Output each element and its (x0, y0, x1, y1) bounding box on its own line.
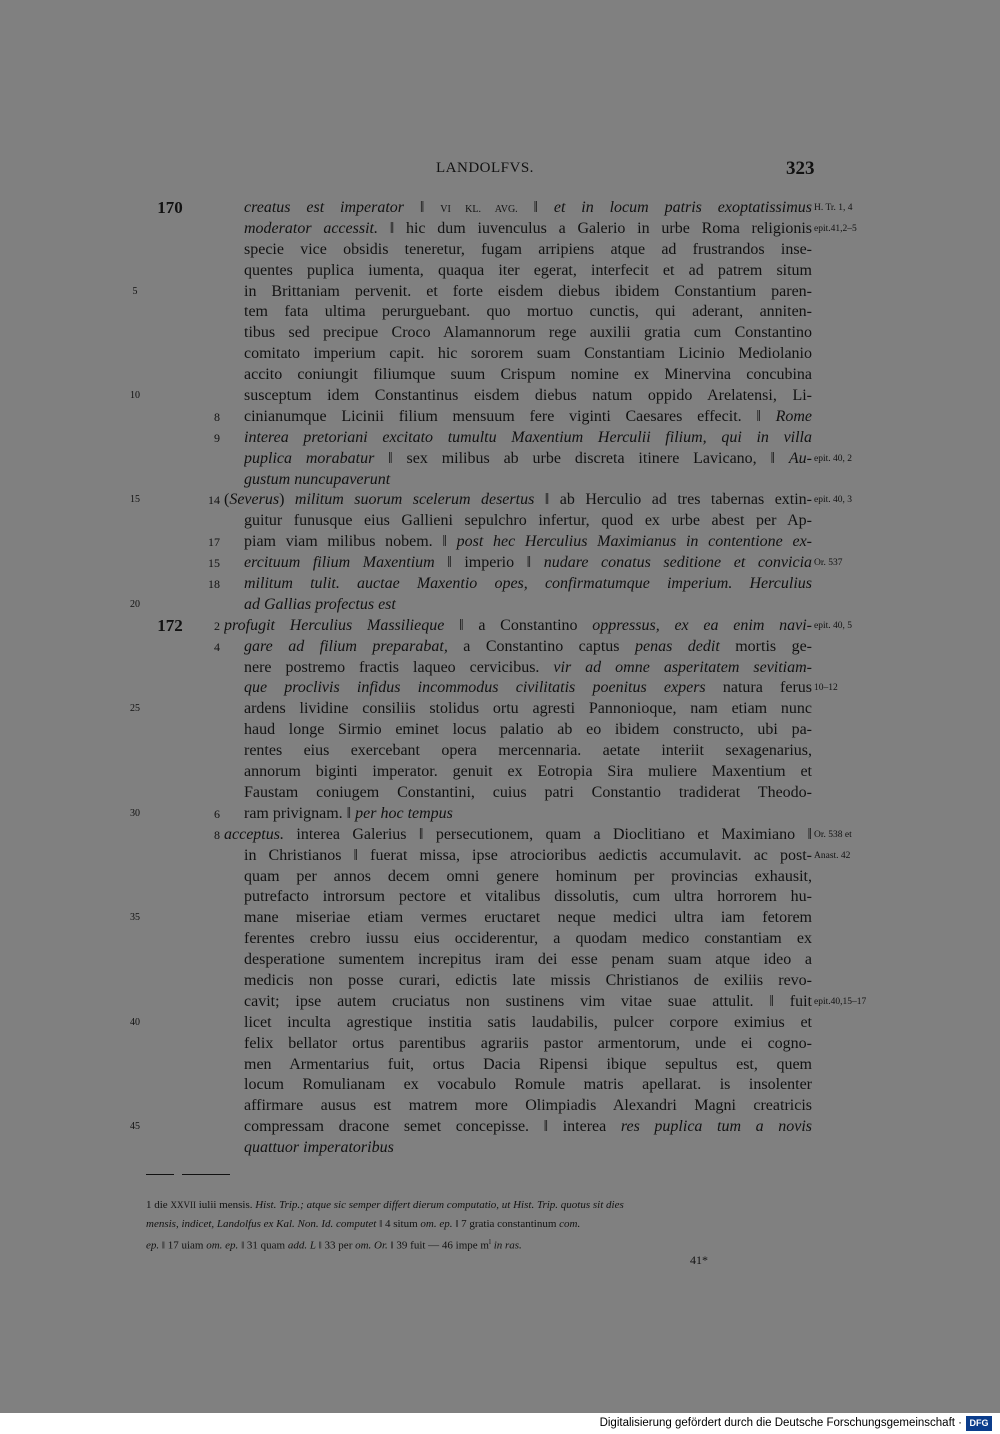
line-number: 25 (130, 703, 140, 715)
line-text: guitur funusque eius Gallieni sepulchro infertur, quod ex urbe abest per Ap- (244, 512, 812, 530)
source-line-ref: 9 (214, 430, 220, 445)
source-line-ref: 15 (208, 556, 220, 571)
margin-source-note: epit.40,15–17 (814, 996, 867, 1007)
footnote-line: ep. ‖ 17 uiam om. ep. ‖ 31 quam add. L ‖ 33 per om. Or. ‖ 39 fuit — 46 impe $m^l$ in ras. (146, 1238, 522, 1252)
line-text: profugit Herculius Massilieque ‖ a Constantino oppressus, ex ea enim navi- (224, 616, 812, 634)
text-line (0, 407, 1000, 428)
line-text: accito coniungit filiumque suum Crispum nomine ex Minervina concubina (244, 366, 812, 384)
footnote-separator (146, 1165, 256, 1177)
margin-source-note: epit. 40, 3 (814, 495, 852, 506)
text-line (0, 302, 1000, 323)
line-text: (Severus) militum suorum scelerum desertus ‖ ab Herculio ad tres tabernas extin- (224, 491, 812, 509)
text-line (0, 574, 1000, 595)
text-line (0, 1096, 1000, 1117)
page-header (0, 160, 1000, 184)
text-line (0, 741, 1000, 762)
footnote-line: 1 die XXVII iulii mensis. Hist. Trip.; atque sic semper differt dierum computatio, ut Hist. Trip. quotus sit dies (146, 1199, 624, 1211)
text-line (0, 804, 1000, 825)
text-line (0, 678, 1000, 699)
line-text: affirmare ausus est matrem more Olimpiadis Alexandri Magni creatricis (244, 1097, 812, 1115)
line-text: compressam dracone semet concepisse. ‖ interea res puplica tum a novis (244, 1118, 812, 1136)
source-line-ref: 18 (208, 577, 220, 592)
line-text: medicis non posse curari, edictis late missis Christianos de exiliis revo- (244, 971, 812, 989)
margin-source-note: Or. 538 et (814, 829, 852, 840)
line-number: 35 (130, 912, 140, 924)
source-line-ref: 8 (214, 409, 220, 424)
line-text: ercituum filium Maxentium ‖ imperio ‖ nudare conatus seditione et convicia (244, 554, 812, 572)
margin-source-note: H. Tr. 1, 4 (814, 203, 853, 213)
source-line-ref: 8 (214, 827, 220, 842)
line-number: 10 (130, 390, 140, 402)
text-line (0, 887, 1000, 908)
source-line-ref: 6 (214, 806, 220, 821)
text-line (0, 1117, 1000, 1138)
line-text: in Brittaniam pervenit. et forte eisdem diebus ibidem Constantium paren- (244, 282, 812, 300)
running-title: LANDOLFVS. (436, 160, 534, 176)
text-line (0, 1034, 1000, 1055)
line-text: felix bellator ortus parentibus agrariis pastor armentorum, unde ei cogno- (244, 1034, 812, 1052)
text-line (0, 1138, 1000, 1159)
line-text: gare ad filium preparabat, a Constantino captus penas dedit mortis ge- (244, 637, 812, 655)
line-text: mane miseriae etiam vermes eructaret neque medici ultra iam fetorem (244, 909, 812, 927)
text-line (0, 971, 1000, 992)
line-text: moderator accessit. ‖ hic dum iuvenculus a Galerio in urbe Roma religionis (244, 219, 812, 237)
text-line (0, 783, 1000, 804)
text-line (0, 867, 1000, 888)
text-line (0, 365, 1000, 386)
line-text: cinianumque Licinii filium mensuum fere viginti Caesares effecit. ‖ Rome (244, 407, 812, 425)
source-line-ref: 14 (208, 493, 220, 508)
footer-bar (0, 1413, 1000, 1434)
line-text: quam per annos decem omni genere hominum per provincias exhausit, (244, 867, 812, 885)
text-line (0, 219, 1000, 240)
source-line-ref: 4 (214, 639, 220, 654)
line-text: cavit; ipse autem cruciatus non sustinens vim vitae suae attulit. ‖ fuit (244, 992, 812, 1010)
line-text: ad Gallias profectus est (244, 595, 396, 613)
margin-source-note: epit.41,2–5 (814, 223, 857, 234)
main-text (0, 198, 1000, 1159)
line-number: 20 (130, 598, 140, 610)
text-line (0, 282, 1000, 303)
line-text: putrefacto introrsum pectore et vitalibus dissolutis, cum ultra horrorem hu- (244, 888, 812, 906)
text-line (0, 553, 1000, 574)
text-line (0, 1055, 1000, 1076)
text-line (0, 198, 1000, 219)
line-text: comitato imperium capit. hic sororem suam Constantiam Licinio Mediolanio (244, 345, 812, 363)
line-text: nere postremo fractis laqueo cervicibus. vir ad omne asperitatem sevitiam- (244, 658, 812, 676)
line-text: tem fata ultima perurguebant. quo mortuo cunctis, qui aderant, anniten- (244, 303, 812, 321)
text-line (0, 261, 1000, 282)
funding-notice: Digitalisierung gefördert durch die Deutsche Forschungsgemeinschaft · (599, 1417, 962, 1429)
text-line (0, 637, 1000, 658)
text-line (0, 908, 1000, 929)
text-line (0, 699, 1000, 720)
margin-source-note: epit. 40, 2 (814, 453, 852, 464)
line-text: locum Romulianam ex vocabulo Romule matris apellarat. is insolenter (244, 1076, 812, 1094)
line-text: susceptum idem Constantinus eisdem diebus natum oppido Arelatensi, Li- (244, 387, 812, 405)
dfg-logo: DFG (966, 1416, 992, 1431)
line-text: gustum nuncupaverunt (244, 470, 391, 488)
text-line (0, 595, 1000, 616)
line-text: in Christianos ‖ fuerat missa, ipse atrocioribus aedictis accumulavit. ac post- (244, 846, 812, 864)
line-text: annorum biginti imperator. genuit ex Eotropia Sira muliere Maxentium et (244, 763, 812, 781)
line-number: 15 (130, 494, 140, 506)
chapter-number: 172 (157, 615, 183, 635)
text-line (0, 1013, 1000, 1034)
line-number: 5 (132, 285, 138, 297)
line-text: acceptus. interea Galerius ‖ persecutionem, quam a Dioclitiano et Maximiano ‖ (224, 825, 812, 843)
line-text: rentes eius exercebant opera mercennaria. aetate interiit sexagenarius, (244, 742, 812, 760)
line-text: specie vice obsidis teneretur, fugam arripiens atque ad frustrandos inse- (244, 240, 812, 258)
text-line (0, 449, 1000, 470)
text-line (0, 240, 1000, 261)
text-line (0, 950, 1000, 971)
critical-apparatus (146, 1196, 806, 1255)
page-number: 323 (786, 158, 815, 179)
text-line (0, 511, 1000, 532)
text-line (0, 825, 1000, 846)
line-text: interea pretoriani excitato tumultu Maxentium Herculii filium, qui in villa (244, 428, 812, 446)
line-text: militum tulit. auctae Maxentio opes, confirmatumque imperium. Herculius (244, 575, 812, 593)
line-text: creatus est imperator ‖ VI KL. AVG. ‖ et in locum patris exoptatissimus (244, 199, 812, 216)
text-line (0, 846, 1000, 867)
margin-source-note: Anast. 42 (814, 850, 851, 861)
line-number: 30 (130, 807, 140, 819)
text-line (0, 428, 1000, 449)
chapter-number: 170 (157, 198, 183, 217)
line-text: licet inculta agrestique institia satis laudabilis, pulcer corpore eximius et (244, 1013, 812, 1031)
line-text: haud longe Sirmio eminet locus palatio ab eo ibidem constructo, ubi pa- (244, 721, 812, 739)
text-line (0, 490, 1000, 511)
margin-source-note: 10–12 (814, 683, 838, 694)
line-text: tibus sed precipue Croco Alamannorum rege auxilii gratia cum Constantino (244, 324, 812, 342)
text-line (0, 616, 1000, 637)
line-text: piam viam milibus nobem. ‖ post hec Herculius Maximianus in contentione ex- (244, 533, 812, 551)
text-line (0, 992, 1000, 1013)
line-text: Faustam coniugem Constantini, cuius patri Constantio tradiderat Theodo- (244, 783, 812, 801)
line-text: puplica morabatur ‖ sex milibus ab urbe discreta itinere Lavicano, ‖ Au- (244, 449, 812, 467)
margin-source-note: epit. 40, 5 (814, 620, 852, 631)
text-line (0, 762, 1000, 783)
source-line-ref: 2 (214, 618, 220, 633)
line-text: men Armentarius fuit, ortus Dacia Ripensi ibique sepultus est, quem (244, 1055, 812, 1073)
line-text: desperatione sumentem increpitus iram dei esse penam suam atque ideo a (244, 951, 812, 969)
text-line (0, 344, 1000, 365)
text-line (0, 532, 1000, 553)
text-line (0, 323, 1000, 344)
line-text: quentes puplica iumenta, quaqua iter egerat, interfecit et ad patrem situm (244, 261, 812, 279)
text-line (0, 1075, 1000, 1096)
text-line (0, 470, 1000, 491)
line-number: 45 (130, 1121, 140, 1133)
line-text: ferentes crebro iussu eius occiderentur, a quodam medico constantiam ex (244, 930, 812, 948)
text-line (0, 720, 1000, 741)
line-text: ram privignam. ‖ per hoc tempus (244, 804, 453, 822)
text-line (0, 658, 1000, 679)
line-text: ardens lividine consiliis stolidus ortu agresti Pannonioque, nam etiam nunc (244, 700, 812, 718)
text-line (0, 929, 1000, 950)
line-text: quattuor imperatoribus (244, 1139, 394, 1157)
signature-mark: 41* (690, 1253, 708, 1267)
text-line (0, 386, 1000, 407)
margin-source-note: Or. 537 (814, 558, 843, 569)
line-text: que proclivis infidus incommodus civilitatis poenitus expers natura ferus (244, 679, 812, 697)
footnote-line: mensis, indicet, Landolfus ex Kal. Non. Id. computet ‖ 4 situm om. ep. ‖ 7 gratia constantinum com. (146, 1217, 581, 1230)
line-number: 40 (130, 1016, 140, 1028)
source-line-ref: 17 (208, 535, 220, 550)
